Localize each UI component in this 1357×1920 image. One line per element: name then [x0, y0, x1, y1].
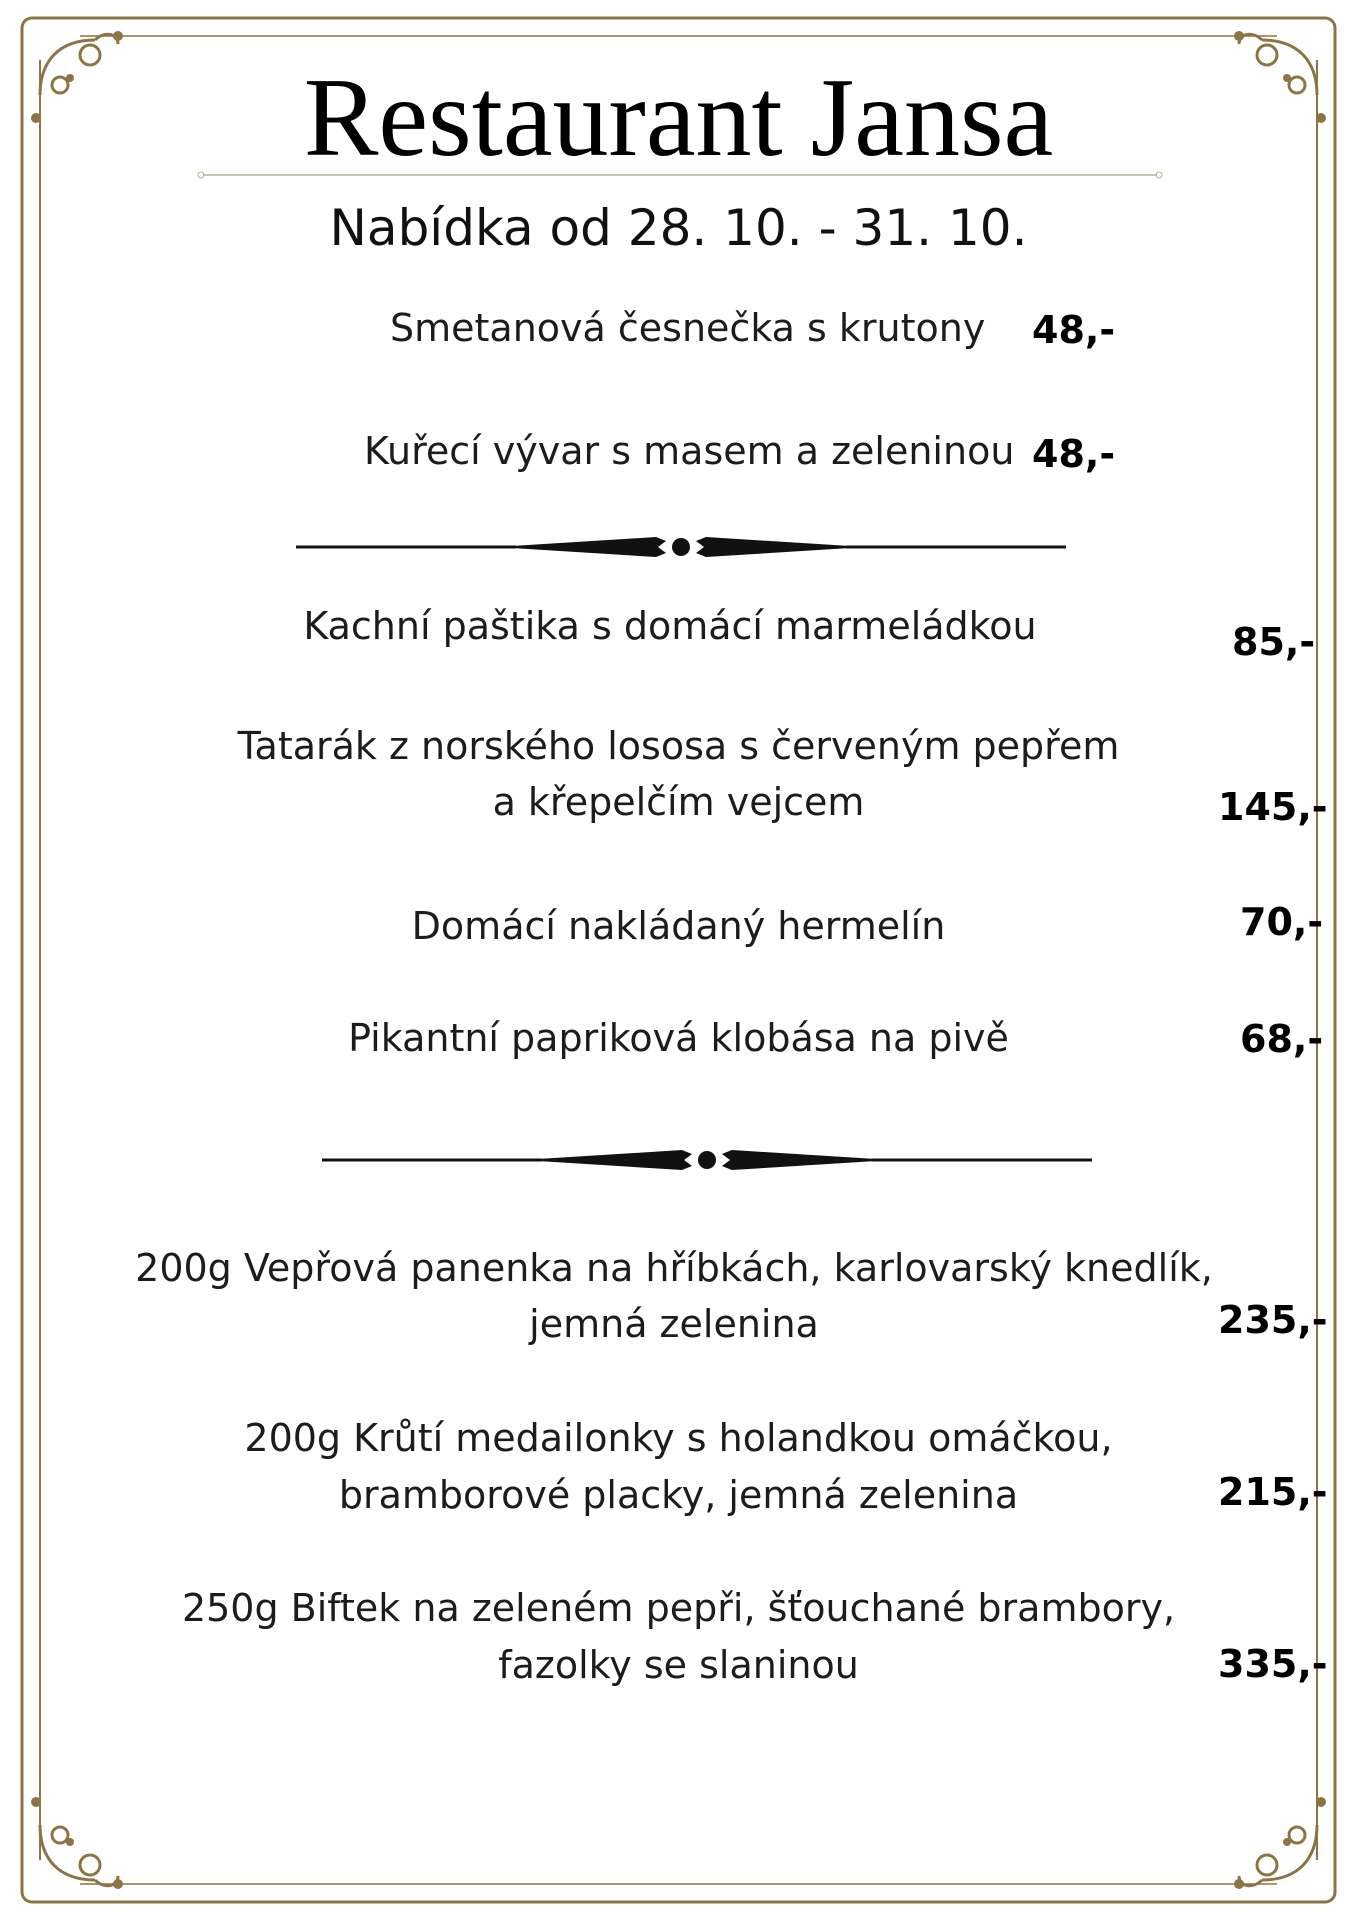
menu-item-name: Domácí nakládaný hermelín — [411, 904, 946, 948]
menu-item-name: fazolky se slaninou — [498, 1643, 859, 1687]
menu-item-name: Smetanová česnečka s krutony — [390, 306, 986, 350]
menu-item-price: 85,- — [1232, 620, 1316, 664]
menu-item-name: 200g Krůtí medailonky s holandkou omáčkou, — [244, 1416, 1113, 1460]
menu-item-name: 250g Biftek na zeleném pepři, šťouchané brambory, — [181, 1586, 1176, 1630]
menu-item-price: 215,- — [1218, 1470, 1328, 1514]
menu-item-name: Pikantní papriková klobása na pivě — [348, 1016, 1009, 1060]
menu-item-name: Kachní paštika s domácí marmeládkou — [303, 604, 1037, 648]
menu-item-name: bramborové placky, jemná zelenina — [338, 1473, 1019, 1517]
divider-ornament-icon — [322, 1140, 1092, 1180]
menu-item-name: Tatarák z norského lososa s červeným pepřem — [237, 724, 1120, 768]
menu-item-price: 48,- — [1032, 308, 1116, 352]
corner-flourish-icon — [40, 1825, 118, 1886]
menu-item-price: 335,- — [1218, 1642, 1328, 1686]
title-underline — [197, 170, 1163, 180]
menu-item-price: 68,- — [1240, 1017, 1324, 1061]
corner-flourish-icon — [1239, 1825, 1317, 1886]
menu-item-price: 145,- — [1218, 785, 1328, 829]
menu-item-price: 235,- — [1218, 1298, 1328, 1342]
menu-item-name: jemná zelenina — [529, 1302, 819, 1346]
menu-item-name: a křepelčím vejcem — [492, 780, 865, 824]
divider-ornament-icon — [296, 527, 1066, 567]
menu-item-price: 48,- — [1032, 432, 1116, 476]
menu-item-name: Kuřecí vývar s masem a zeleninou — [364, 429, 1015, 473]
menu-item-name: 200g Vepřová panenka na hříbkách, karlovarský knedlík, — [135, 1246, 1213, 1290]
offer-period: Nabídka od 28. 10. - 31. 10. — [329, 199, 1028, 257]
restaurant-name: Restaurant Jansa — [303, 56, 1054, 180]
menu-item-price: 70,- — [1240, 900, 1324, 944]
